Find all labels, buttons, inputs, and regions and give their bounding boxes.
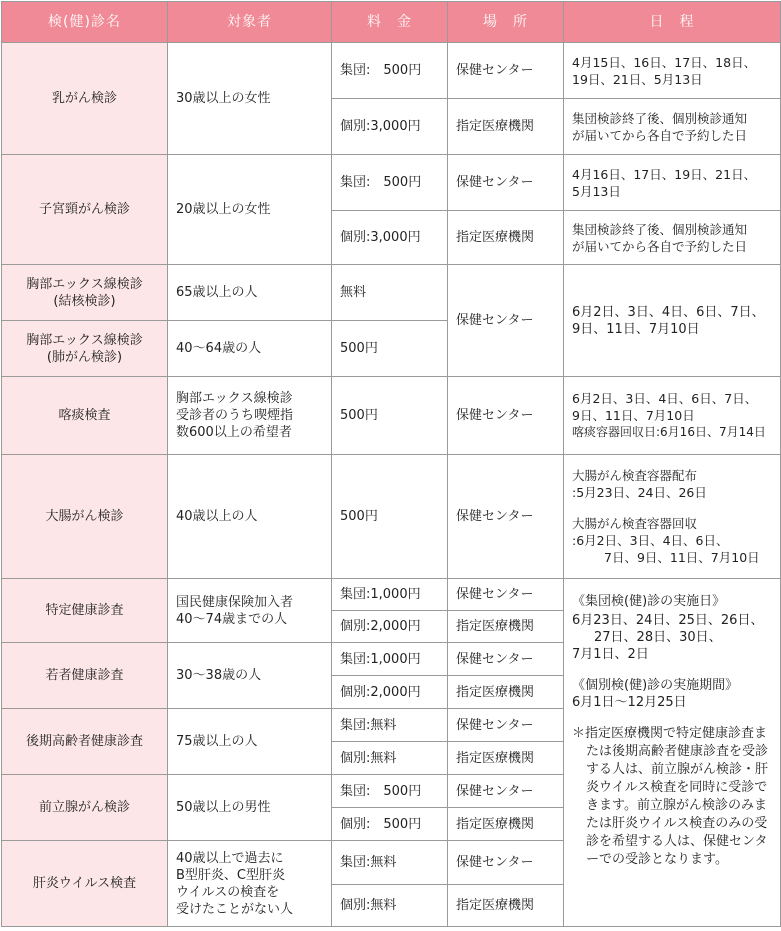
header-place: 場 所: [448, 2, 564, 43]
target-breast: 30歳以上の女性: [168, 43, 332, 155]
target-prostate: 50歳以上の男性: [168, 775, 332, 841]
fee-specific-indiv: 個別:2,000円: [332, 611, 448, 643]
place-prostate-group: 保健センター: [448, 775, 564, 808]
place-colon: 保健センター: [448, 455, 564, 579]
group-schedule-title: 《集団検(健)診の実施日》: [572, 594, 726, 609]
exam-name-hepatitis: 肝炎ウイルス検査: [2, 841, 168, 927]
target-hepatitis: 40歳以上で過去に B型肝炎、C型肝炎 ウイルスの検査を 受けたことがない人: [168, 841, 332, 927]
target-specific: 国民健康保険加入者 40～74歳までの人: [168, 579, 332, 643]
dates-colon: 大腸がん検査容器配布 :5月23日、24日、26日 大腸がん検査容器回収 :6月2日、3日、4日、6日、 7日、9日、11日、7月10日: [564, 455, 781, 579]
target-xray-lung: 40～64歳の人: [168, 321, 332, 377]
place-sputum: 保健センター: [448, 377, 564, 455]
fee-elderly-group: 集団:無料: [332, 709, 448, 742]
header-target: 対象者: [168, 2, 332, 43]
fee-specific-group: 集団:1,000円: [332, 579, 448, 611]
fee-prostate-indiv: 個別: 500円: [332, 808, 448, 841]
place-specific-group: 保健センター: [448, 579, 564, 611]
table-row: [2, 43, 781, 99]
fee-hepatitis-indiv: 個別:無料: [332, 885, 448, 927]
fee-prostate-group: 集団: 500円: [332, 775, 448, 808]
place-elderly-indiv: 指定医療機関: [448, 742, 564, 775]
exam-name-breast: 乳がん検診: [2, 43, 168, 155]
fee-cervical-group: 集団: 500円: [332, 155, 448, 211]
exam-name-elderly: 後期高齢者健康診査: [2, 709, 168, 775]
exam-name-sputum: 喀痰検査: [2, 377, 168, 455]
target-youth: 30～38歳の人: [168, 643, 332, 709]
header-schedule: 日 程: [564, 2, 781, 43]
place-specific-indiv: 指定医療機関: [448, 611, 564, 643]
dates-cervical-group: 4月16日、17日、19日、21日、 5月13日: [564, 155, 781, 211]
exam-schedule-table: [1, 1, 781, 927]
place-youth-indiv: 指定医療機関: [448, 676, 564, 709]
fee-elderly-indiv: 個別:無料: [332, 742, 448, 775]
exam-name-xray-lung: 胸部エックス線検診 (肺がん検診): [2, 321, 168, 377]
exam-name-specific: 特定健康診査: [2, 579, 168, 643]
header-row: [2, 2, 781, 43]
dates-breast-group: 4月15日、16日、17日、18日、 19日、21日、5月13日: [564, 43, 781, 99]
place-cervical-group: 保健センター: [448, 155, 564, 211]
table-row: [2, 455, 781, 579]
fee-colon: 500円: [332, 455, 448, 579]
dates-cervical-indiv: 集団検診終了後、個別検診通知 が届いてから各自で予約した日: [564, 211, 781, 265]
place-hepatitis-group: 保健センター: [448, 841, 564, 885]
place-xray: 保健センター: [448, 265, 564, 377]
target-colon: 40歳以上の人: [168, 455, 332, 579]
table-row: [2, 265, 781, 321]
fee-youth-group: 集団:1,000円: [332, 643, 448, 676]
fee-youth-indiv: 個別:2,000円: [332, 676, 448, 709]
target-xray-tb: 65歳以上の人: [168, 265, 332, 321]
place-youth-group: 保健センター: [448, 643, 564, 676]
exam-name-youth: 若者健康診査: [2, 643, 168, 709]
table-row: [2, 155, 781, 211]
fee-sputum: 500円: [332, 377, 448, 455]
dates-sputum: 6月2日、3日、4日、6日、7日、 9日、11日、7月10日 喀痰容器回収日:6月16日、7月14日: [564, 377, 781, 455]
schedule-note: ＊指定医療機関で特定健康診査または後期高齢者健康診査を受診する人は、前立腺がん検診・肝炎ウイルス検査を同時に受診できます。前立腺がん検診のみまたは肝炎ウイルス検査のみの受診を希望する人は、保健センターでの受診となります。: [572, 726, 769, 867]
dates-xray: 6月2日、3日、4日、6日、7日、 9日、11日、7月10日: [564, 265, 781, 377]
target-cervical: 20歳以上の女性: [168, 155, 332, 265]
exam-name-prostate: 前立腺がん検診: [2, 775, 168, 841]
place-breast-indiv: 指定医療機関: [448, 99, 564, 155]
exam-name-cervical: 子宮頸がん検診: [2, 155, 168, 265]
fee-hepatitis-group: 集団:無料: [332, 841, 448, 885]
place-prostate-indiv: 指定医療機関: [448, 808, 564, 841]
dates-breast-indiv: 集団検診終了後、個別検診通知 が届いてから各自で予約した日: [564, 99, 781, 155]
place-hepatitis-indiv: 指定医療機関: [448, 885, 564, 927]
place-cervical-indiv: 指定医療機関: [448, 211, 564, 265]
fee-cervical-indiv: 個別:3,000円: [332, 211, 448, 265]
exam-name-colon: 大腸がん検診: [2, 455, 168, 579]
fee-breast-indiv: 個別:3,000円: [332, 99, 448, 155]
indiv-schedule-title: 《個別検(健)診の実施期間》: [572, 678, 739, 693]
table-row: [2, 579, 781, 611]
fee-breast-group: 集団: 500円: [332, 43, 448, 99]
exam-name-xray-tb: 胸部エックス線検診 (結核検診): [2, 265, 168, 321]
fee-xray-lung: 500円: [332, 321, 448, 377]
place-elderly-group: 保健センター: [448, 709, 564, 742]
target-elderly: 75歳以上の人: [168, 709, 332, 775]
fee-xray-tb: 無料: [332, 265, 448, 321]
place-breast-group: 保健センター: [448, 43, 564, 99]
table-row: [2, 377, 781, 455]
target-sputum: 胸部エックス線検診 受診者のうち喫煙指 数600以上の希望者: [168, 377, 332, 455]
shared-schedule: 《集団検(健)診の実施日》 6月23日、24日、25日、26日、 27日、28日、30日、 7月1日、2日 《個別検(健)診の実施期間》 6月1日～12月25日 ＊指定医療機関で特定健康診査または後期高齢者健康診査を受診する人は、前立腺がん検診・肝炎ウイルス検査を同時に受診できます。前立腺がん検診のみまたは肝炎ウイルス検査のみの受診を希望する人は、保健センターでの受診となります。: [564, 579, 781, 927]
header-exam-name: 検(健)診名: [2, 2, 168, 43]
header-fee: 料 金: [332, 2, 448, 43]
